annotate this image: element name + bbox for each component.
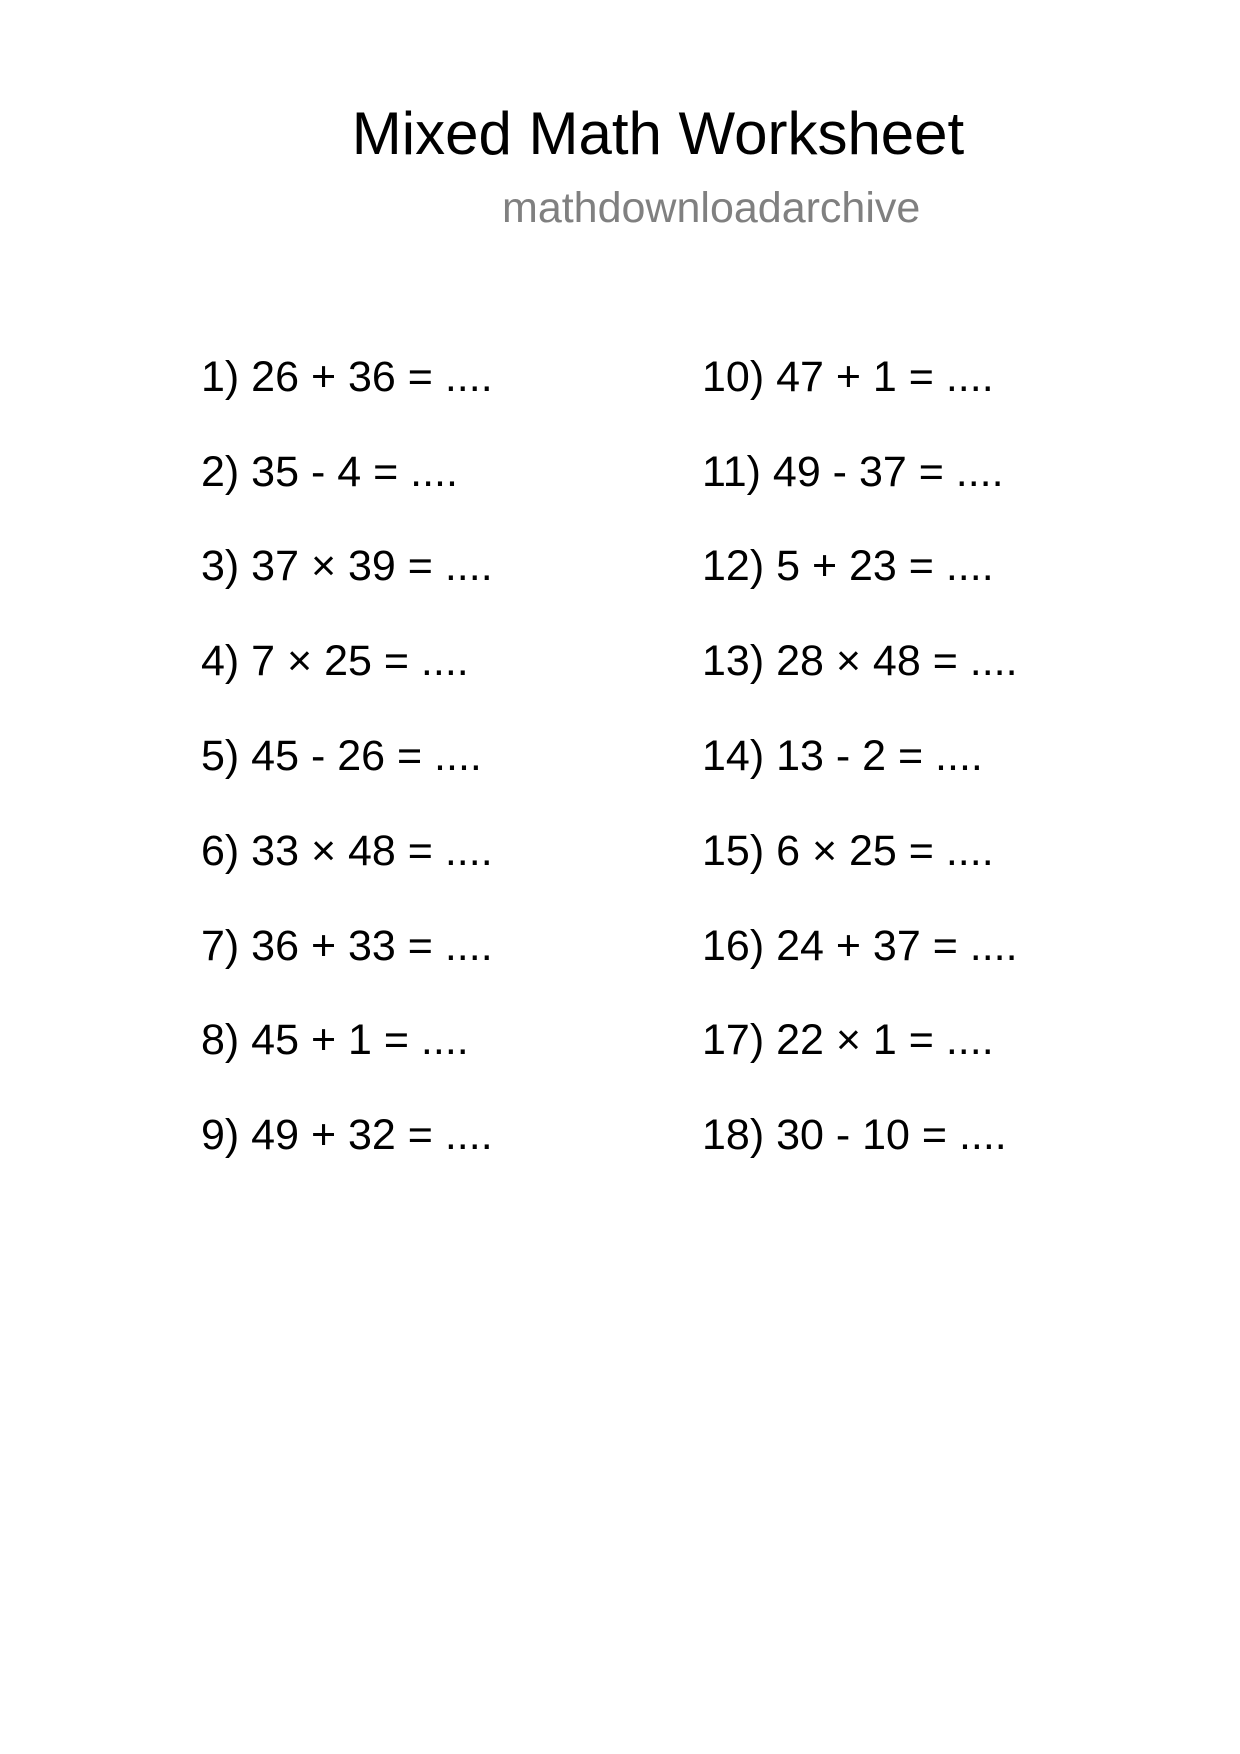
- problem-item: 5) 45 - 26 = ....: [201, 732, 482, 780]
- page-title: Mixed Math Worksheet: [351, 100, 965, 167]
- problem-item: 16) 24 + 37 = ....: [702, 922, 1018, 970]
- problem-item: 14) 13 - 2 = ....: [702, 732, 983, 780]
- problem-item: 15) 6 × 25 = ....: [702, 827, 994, 875]
- problem-item: 9) 49 + 32 = ....: [201, 1111, 493, 1159]
- problem-item: 12) 5 + 23 = ....: [702, 542, 994, 590]
- problem-item: 11) 49 - 37 = ....: [702, 448, 1004, 496]
- problem-item: 7) 36 + 33 = ....: [201, 922, 493, 970]
- problem-item: 6) 33 × 48 = ....: [201, 827, 493, 875]
- problem-item: 13) 28 × 48 = ....: [702, 637, 1018, 685]
- problem-item: 10) 47 + 1 = ....: [702, 353, 994, 401]
- source-subtitle: mathdownloadarchive: [502, 184, 921, 232]
- problem-item: 4) 7 × 25 = ....: [201, 637, 469, 685]
- problem-item: 8) 45 + 1 = ....: [201, 1016, 469, 1064]
- problem-item: 17) 22 × 1 = ....: [702, 1016, 994, 1064]
- problem-item: 18) 30 - 10 = ....: [702, 1111, 1007, 1159]
- problem-item: 1) 26 + 36 = ....: [201, 353, 493, 401]
- problem-item: 3) 37 × 39 = ....: [201, 542, 493, 590]
- problem-item: 2) 35 - 4 = ....: [201, 448, 458, 496]
